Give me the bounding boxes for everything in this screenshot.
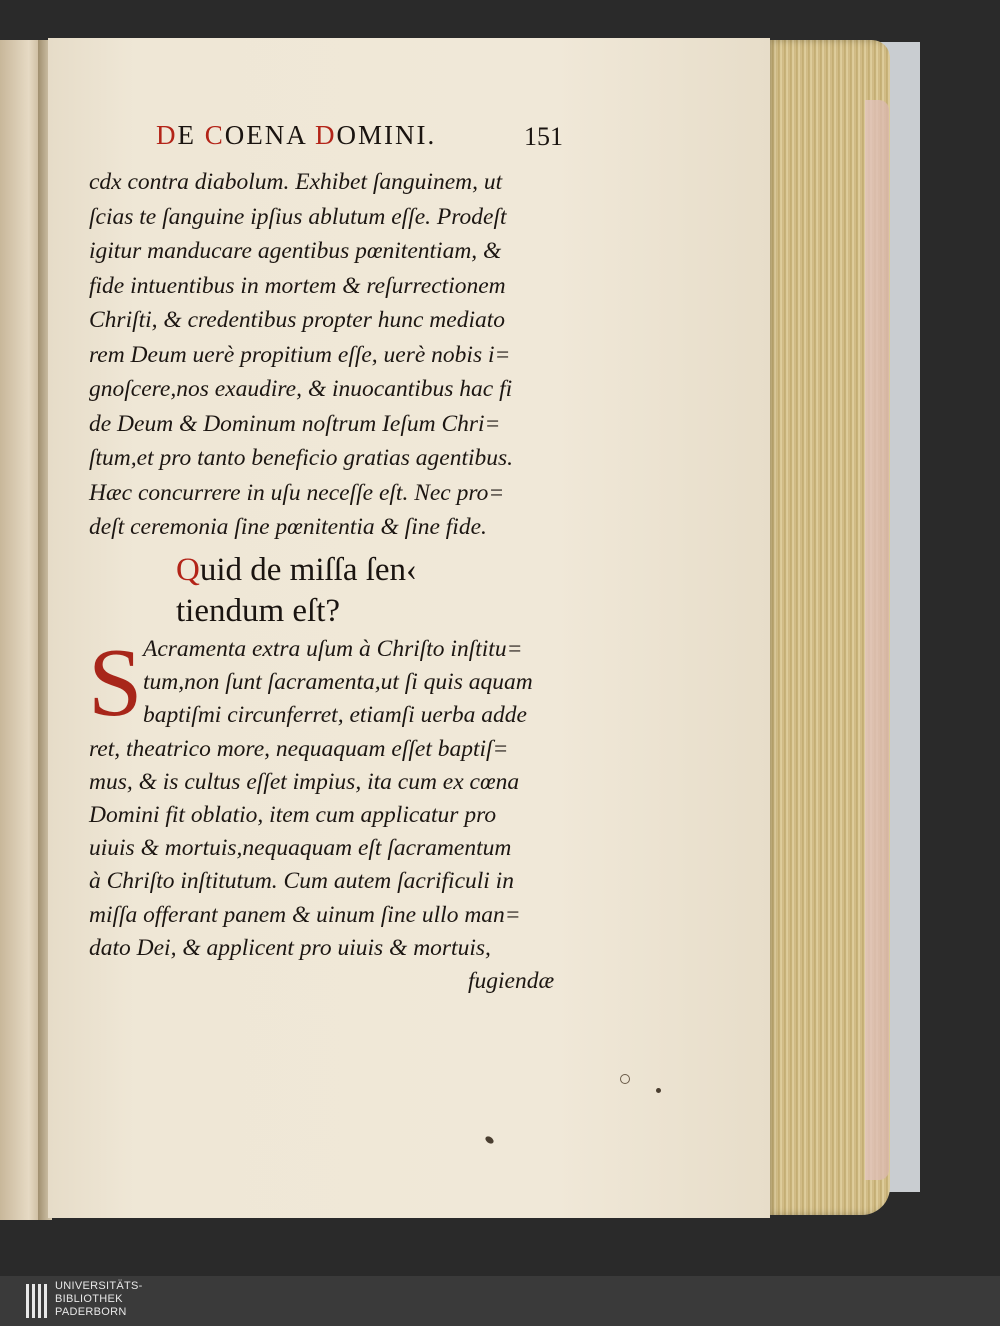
text-line: deſt ceremonia ſine pœnitentia & ſine fide. [89,514,487,540]
text-line: Chriſti, & credentibus propter hunc mediato [89,307,506,333]
heading-line-2: tiendum eſt? [176,593,341,629]
heading-initial: Q [176,552,200,588]
text-line: ret, theatrico more, nequaquam eſſet baptiſ= [89,735,509,762]
library-logo-text [55,1280,143,1319]
running-title [156,120,576,151]
text-line: ſcias te ſanguine ipſius ablutum eſſe. Prodeſt [89,203,507,230]
title-initial-d: D [156,120,178,150]
text-line: uiuis & mortuis,nequaquam eſt ſacramentum [89,835,512,862]
catchword: fugiendæ [468,968,555,994]
text-line: miſſa offerant panem & uinum ſine ullo man= [89,901,521,928]
text-line: Domini fit oblatio, item cum applicatur pro [89,802,497,829]
section-heading [176,550,536,632]
drop-cap: S [88,629,143,737]
text-line: fide intuentibus in mortem & reſurrectionem [89,272,506,299]
title-part: OENA [224,120,316,150]
paragraph-1 [89,165,579,545]
text-line: de Deum & Dominum noſtrum Ieſum Chri= [89,410,501,437]
paper-speck [620,1074,630,1084]
page-fore-edge [765,40,890,1215]
text-line: mus, & is cultus eſſet impius, ita cum ex cœna [89,768,520,795]
logo-line-1: UNIVERSITÄTS- [55,1280,143,1292]
text-line: dato Dei, & applicent pro uiuis & mortuis, [89,934,491,961]
text-line: Hæc concurrere in uſu neceſſe eſt. Nec pro= [89,479,505,506]
text-line: Acramenta extra uſum à Chriſto inſtitu= [143,636,523,662]
folio-number: 151 [524,122,563,151]
logo-line-2: BIBLIOTHEK [55,1293,123,1305]
heading-line-1: uid de miſſa ſen‹ [199,552,418,588]
text-line: tum,non ſunt ſacramenta,ut ſi quis aquam [143,669,533,696]
paragraph-2 [88,629,579,965]
title-initial-d2: D [315,120,337,150]
text-line: ſtum,et pro tanto beneficio gratias agentibus. [89,445,514,471]
book-page [48,38,770,1218]
paper-speck [484,1135,495,1145]
title-part: E [177,120,205,150]
footer-bar [0,1276,1000,1326]
text-line: gnoſcere,nos exaudire, & inuocantibus hac fi [89,376,513,402]
title-initial-c: C [204,120,225,150]
library-logo-icon [26,1284,48,1318]
logo-line-3: PADERBORN [55,1306,127,1318]
title-part: OMINI. [336,120,437,150]
text-line: cdx contra diabolum. Exhibet ſanguinem, ut [89,169,503,195]
text-line: baptiſmi circunferret, etiamſi uerba adde [143,702,527,729]
paper-speck [656,1088,661,1093]
text-line: rem Deum uerè propitium eſſe, uerè nobis i= [89,341,511,368]
text-line: igitur manducare agentibus pœnitentiam, & [89,238,502,264]
text-line: à Chriſto inſtitutum. Cum autem ſacrificuli in [89,868,514,895]
